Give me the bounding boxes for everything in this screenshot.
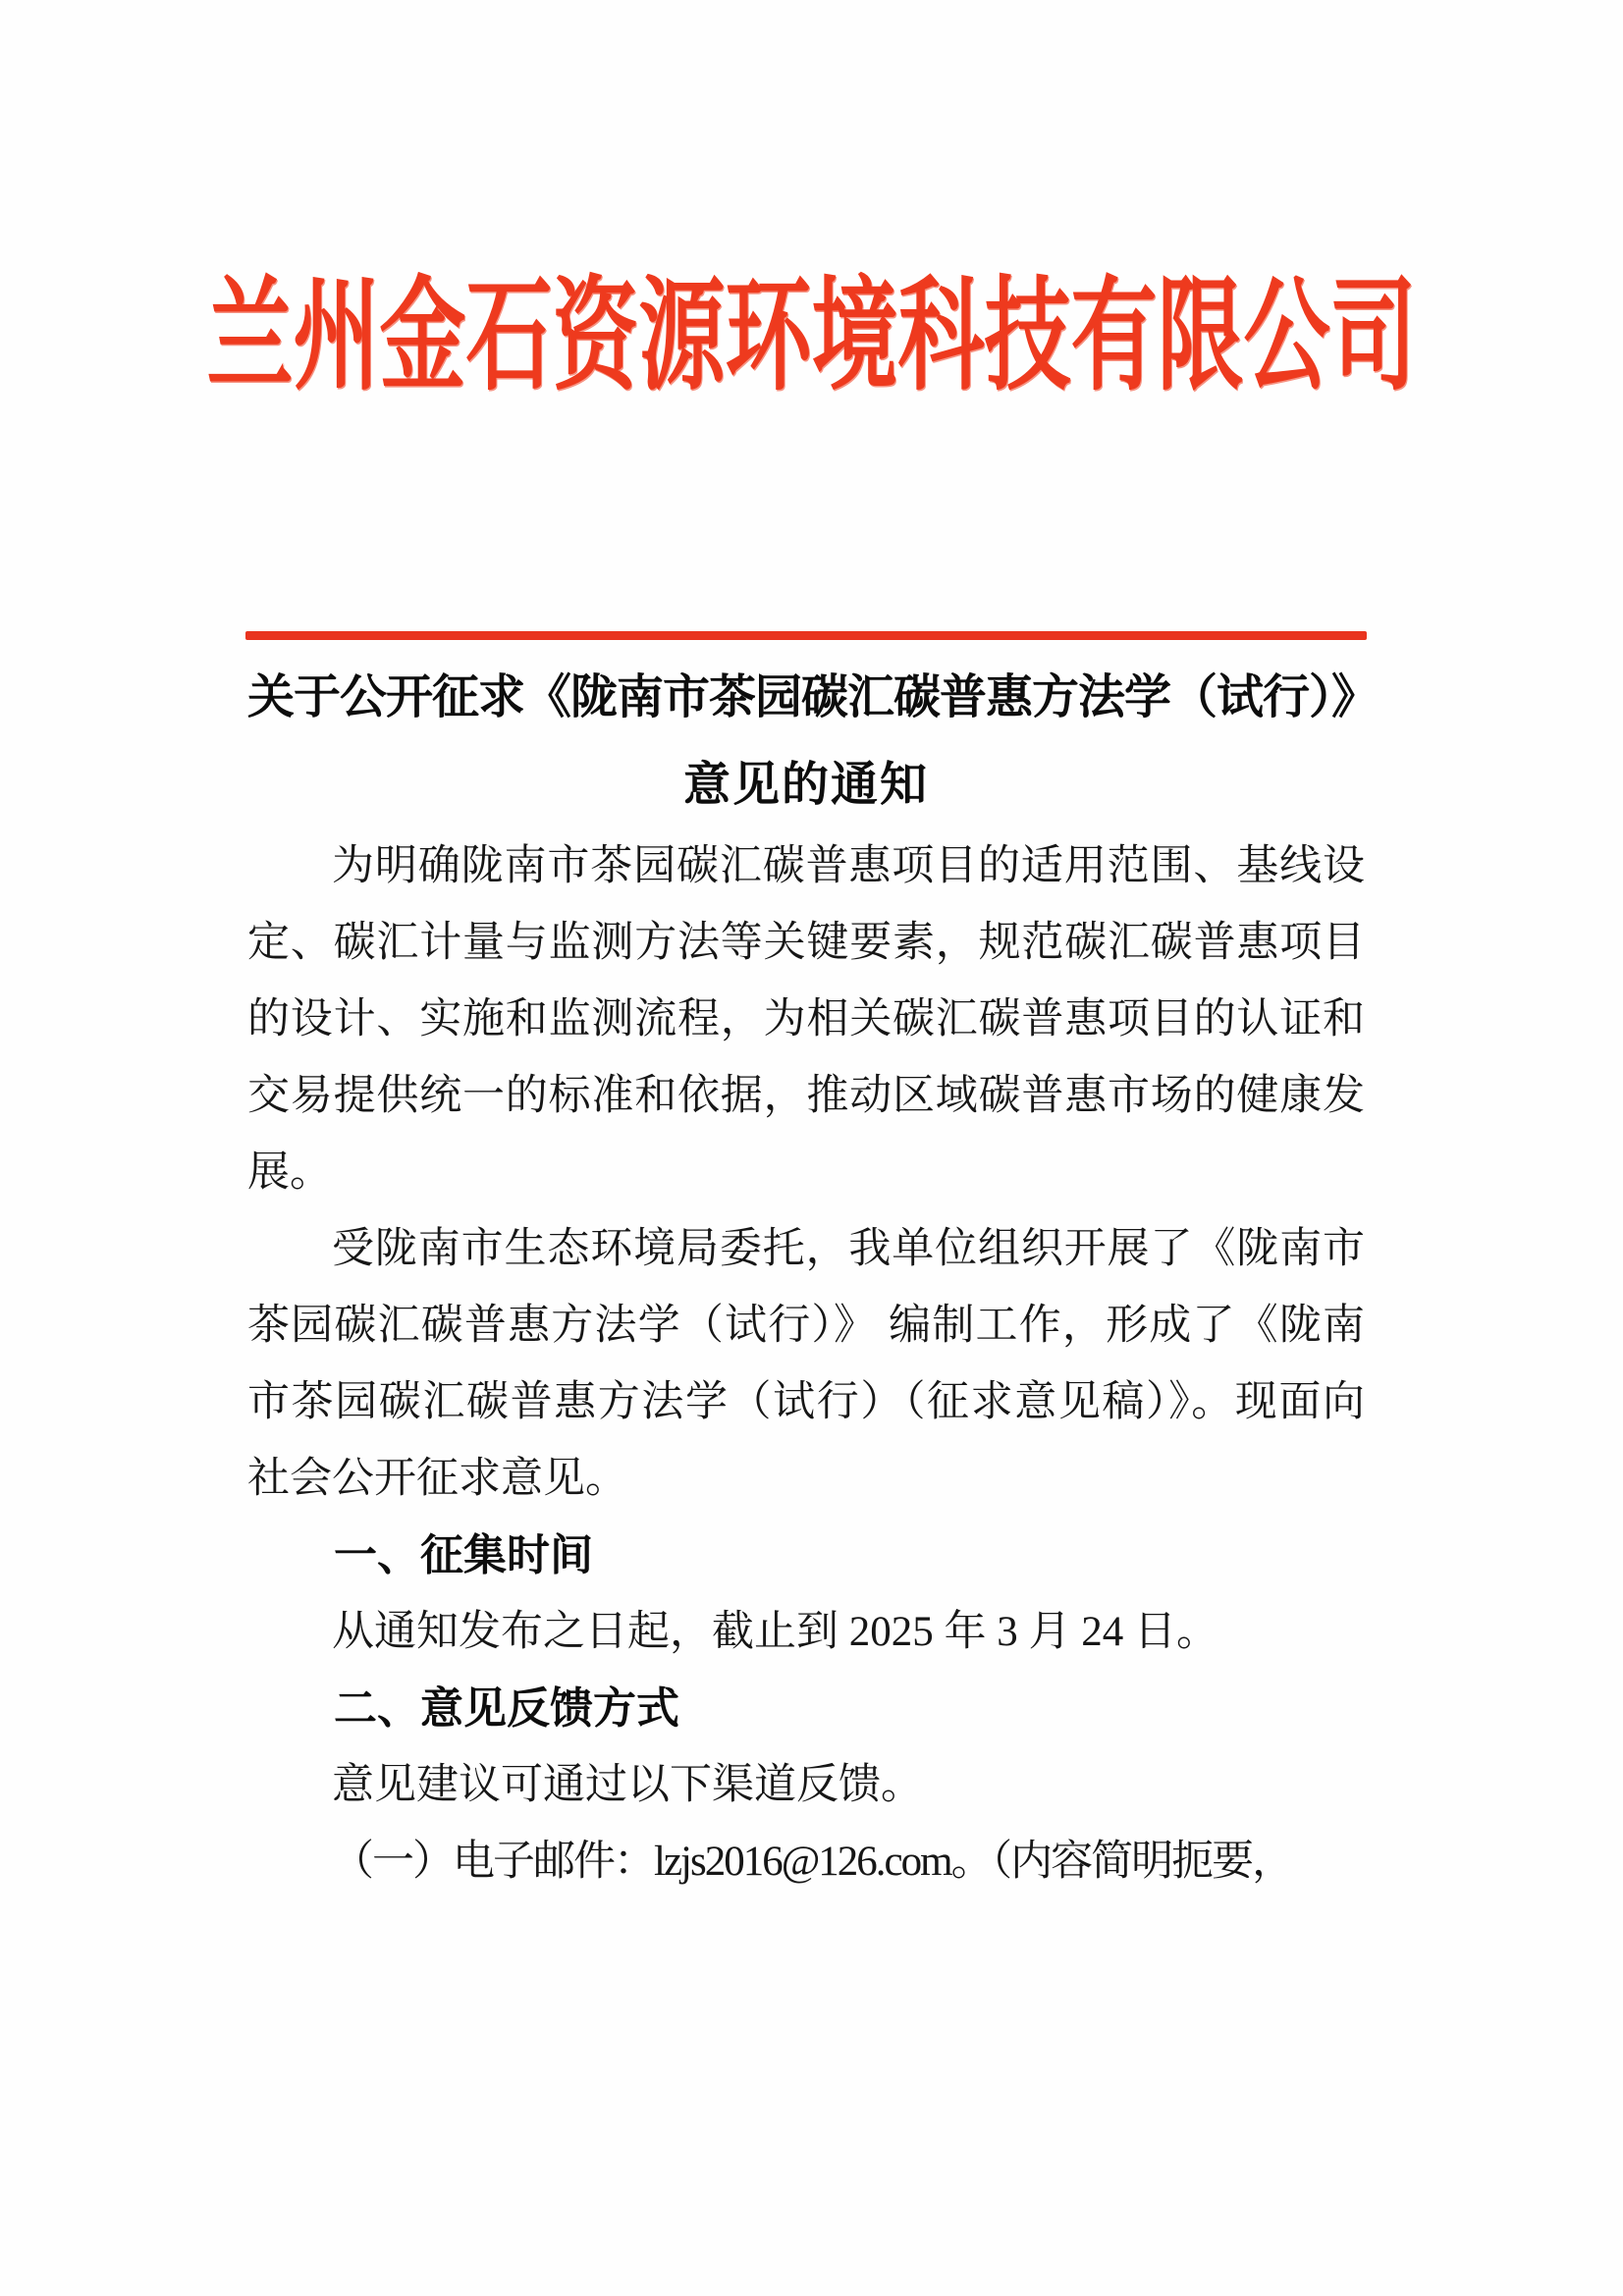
section-heading-collection-period: 一、征集时间: [334, 1530, 593, 1580]
letterhead-divider-rule: [245, 631, 1367, 640]
notice-paragraphs: [247, 828, 1365, 1900]
notice-body: [247, 654, 1379, 1900]
section-heading-feedback-method: 二、意见反馈方式: [334, 1683, 679, 1734]
notice-title-line1: 关于公开征求《陇南市茶园碳汇碳普惠方法学（试行）》: [247, 671, 1379, 723]
notice-title-line2: 意见的通知: [682, 759, 929, 811]
paragraph-email-channel: （一）电子邮件：lzjs2016@126.com。（内容简明扼要，: [332, 1839, 1293, 1885]
paragraph-purpose: 为明确陇南市茶园碳汇碳普惠项目的适用范围、基线设定、碳汇计量与监测方法等关键要素，规范碳汇碳普惠项目的设计、实施和监测流程，为相关碳汇碳普惠项目的认证和交易提供统一的标准和依据，推动区域碳普惠市场的健康发展。: [247, 843, 1365, 1196]
notice-title: [247, 654, 1379, 828]
paragraph-deadline: 从通知发布之日起，截止到 2025 年 3 月 24 日。: [332, 1609, 1218, 1655]
paragraph-feedback-intro: 意见建议可通过以下渠道反馈。: [332, 1762, 923, 1808]
paragraph-background: 受陇南市生态环境局委托，我单位组织开展了《陇南市茶园碳汇碳普惠方法学（试行）》 编制工作，形成了《陇南市茶园碳汇碳普惠方法学（试行）（征求意见稿）》。现面向社会公开征求意见。: [247, 1226, 1365, 1502]
company-letterhead: 兰州金石资源环境科技有限公司: [206, 270, 1417, 406]
